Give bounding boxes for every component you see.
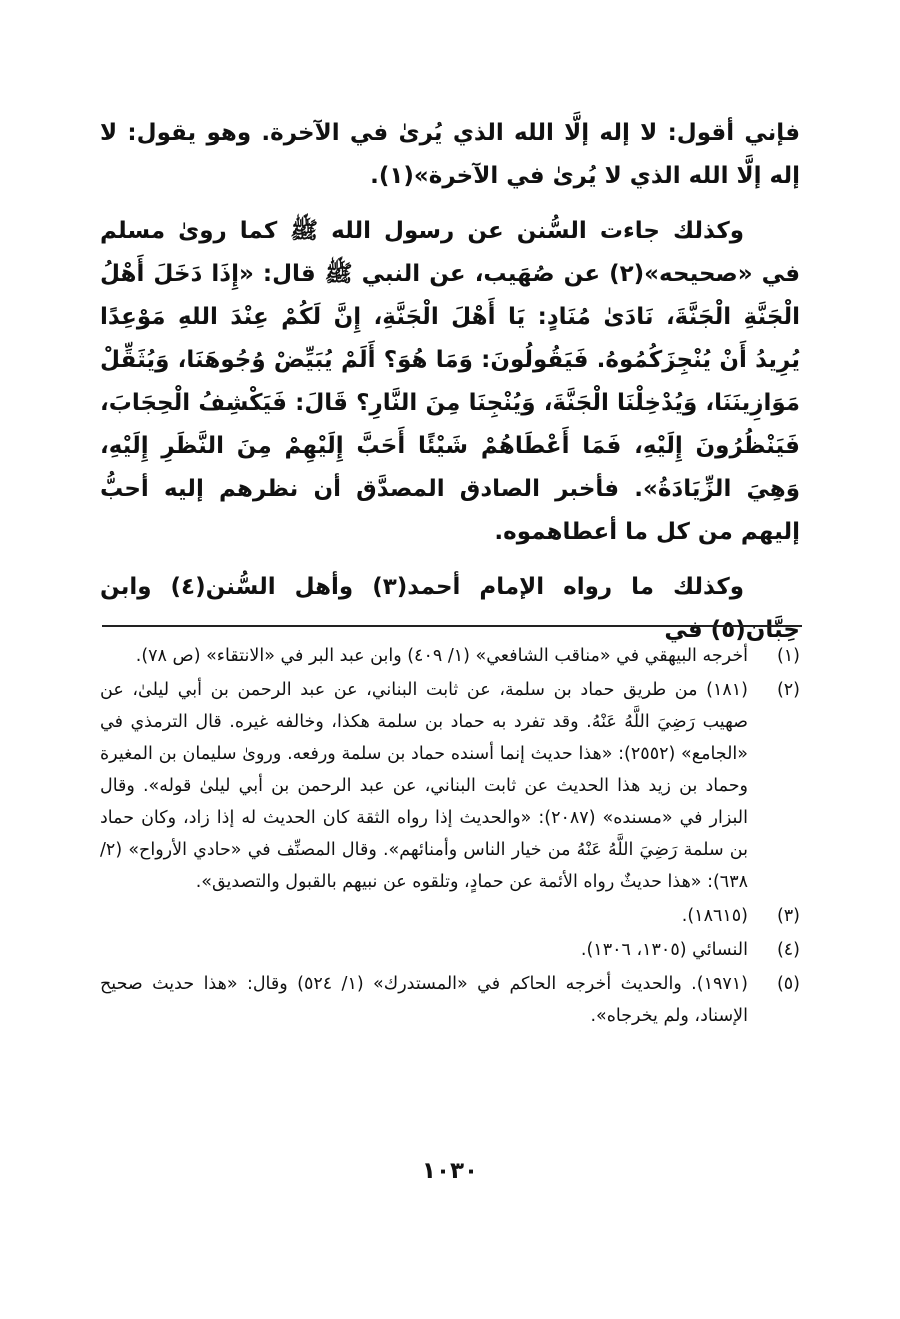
page-number: ١٠٣٠ (421, 1158, 479, 1184)
footnote-1 (100, 640, 800, 672)
paragraph-1: فإني أقول: لا إله إلَّا الله الذي يُرىٰ في الآخرة. وهو يقول: لا إله إلَّا الله الذي لا يُرىٰ في الآخرة»(١). (100, 120, 800, 189)
footnote-text: (١٩٧١). والحديث أخرجه الحاكم في «المستدرك» (١/ ٥٢٤) وقال: «هذا حديث صحيح الإسناد، ولم يخرجاه». (100, 974, 748, 1026)
footnote-number: (٢) (776, 680, 800, 700)
footnote-2 (100, 674, 800, 898)
footnote-text: النسائي (١٣٠٥، ١٣٠٦). (580, 940, 748, 960)
footnote-number: (٥) (776, 974, 800, 994)
footnote-number: (١) (776, 646, 800, 666)
footnote-number: (٤) (776, 940, 800, 960)
footnotes (100, 640, 800, 1034)
footnote-text: (١٨٦١٥). (681, 906, 748, 926)
footnote-text: (١٨١) من طريق حماد بن سلمة، عن ثابت البناني، عن عبد الرحمن بن أبي ليلىٰ، عن صهيب رَضِيَ اللَّهُ عَنْهُ. وقد تفرد به حماد بن سلمة هكذا، وخالفه غيره. قال الترمذي في «الجامع» (٢٥٥٢): «هذا حديث إنما أسنده حماد بن سلمة ورفعه. وروىٰ سليمان بن المغيرة وحماد بن زيد هذا الحديث عن ثابت البناني، عن عبد الرحمن بن أبي ليلىٰ قوله». وقال البزار في «مسنده» (٢٠٨٧): «والحديث إذا رواه الثقة كان الحديث له إذا زاد، وكان حماد بن سلمة رَضِيَ اللَّهُ عَنْهُ من خيار الناس وأمنائهم». وقال المصنِّف في «حادي الأرواح» (٢/ ٦٣٨): «هذا حديثٌ رواه الأئمة عن حمادٍ، وتلقوه عن نبيهم بالقبول والتصديق». (100, 680, 748, 892)
paragraph-2: وكذلك جاءت السُّنن عن رسول الله ﷺ كما رویٰ مسلم في «صحيحه»(٢) عن صُهَيب، عن النبي ﷺ قال: «إِذَا دَخَلَ أَهْلُ الْجَنَّةِ الْجَنَّةَ، نَادَىٰ مُنَادٍ: يَا أَهْلَ الْجَنَّةِ، إِنَّ لَكُمْ عِنْدَ اللهِ مَوْعِدًا يُرِيدُ أَنْ يُنْجِزَكُمُوهُ. فَيَقُولُونَ: وَمَا هُوَ؟ أَلَمْ يُبَيِّضْ وُجُوهَنَا، وَيُثَقِّلْ مَوَازِينَنَا، وَيُدْخِلْنَا الْجَنَّةَ، وَيُنْجِنَا مِنَ النَّارِ؟ قَالَ: فَيَكْشِفُ الْحِجَابَ، فَيَنْظُرُونَ إِلَيْهِ، فَمَا أَعْطَاهُمْ شَيْئًا أَحَبَّ إِلَيْهِمْ مِنَ النَّظَرِ إِلَيْهِ، وَهِيَ الزِّيَادَةُ». فأخبر الصادق المصدَّق أن نظرهم إليه أحبُّ إليهم من كل ما أعطاهموه. (100, 218, 800, 545)
footnote-separator (102, 625, 802, 627)
paragraph-3: وكذلك ما رواه الإمام أحمد(٣) وأهل السُّنن(٤) وابن حِبَّان(٥) في (100, 574, 800, 643)
footnote-4 (100, 934, 800, 966)
footnote-3 (100, 900, 800, 932)
footnote-5 (100, 968, 800, 1032)
footnote-text: أخرجه البيهقي في «مناقب الشافعي» (١/ ٤٠٩) وابن عبد البر في «الانتقاء» (ص ٧٨). (135, 646, 748, 666)
footnote-number: (٣) (776, 906, 800, 926)
main-text (100, 112, 800, 652)
